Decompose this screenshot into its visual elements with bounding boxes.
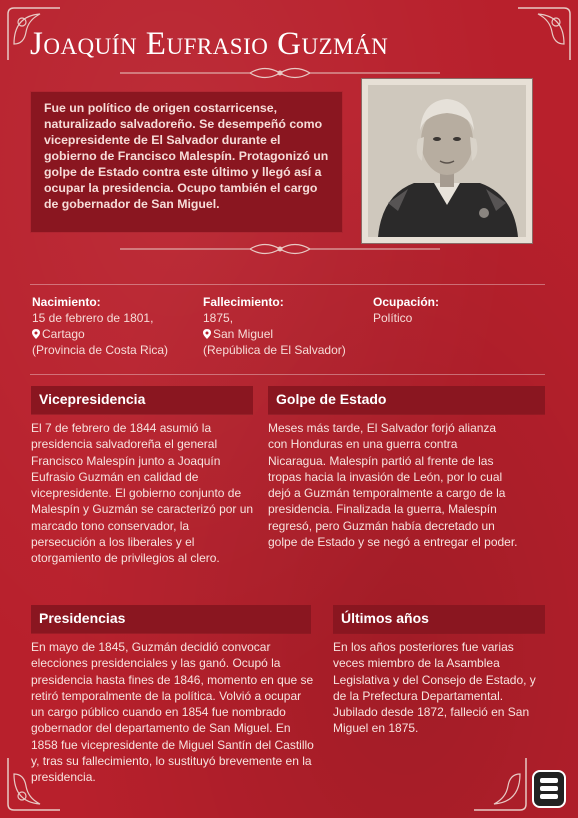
- death-info: [203, 294, 368, 358]
- page-title: Joaquín Eufrasio Guzmán: [30, 26, 389, 62]
- section-golpe-heading: [268, 386, 545, 414]
- location-pin-icon: [203, 329, 211, 339]
- section-vicepresidencia-heading: [31, 386, 253, 414]
- corner-ornament-bottom-right: [470, 754, 530, 814]
- occupation-info: [373, 294, 543, 326]
- biography-text: Fue un político de origen costarricense, naturalizado salvadoreño. Se desempeñó como vicepresidente de El Salvador durante el gobierno de Francisco Malespín. Protagonizó un golpe de Estado contra este último y llegó así a ocupar la presidencia. Ocupo también el cargo de gobernador de San Miguel.: [44, 101, 329, 211]
- birth-place: Cartago: [42, 327, 85, 341]
- section-presidencias-title: Presidencias: [39, 610, 126, 626]
- portrait-illustration: [368, 85, 526, 237]
- section-vicepresidencia-title: Vicepresidencia: [39, 391, 146, 407]
- section-golpe-body: Meses más tarde, El Salvador forjó alianza con Honduras en una guerra contra Nicaragua. Malespín partió al frente de las tropas hacia la invasión de León, por lo cual dejó a Guzmán temporalmente a cargo de la presidencia. Finalizada la guerra, Malespín regresó, pero Guzmán había decretado un golpe de Estado y se negó a entregar el poder.: [268, 421, 518, 550]
- section-vicepresidencia-body: El 7 de febrero de 1844 asumió la presidencia salvadoreña el general Francisco Malespín junto a Joaquín Eufrasio Guzmán en calidad de vicepresidente. El gobierno conjunto de Malespín y Guzmán se caracterizó por un marcado tono conservador, la persecución a los liberales y el otorgamiento de privilegios al clero.: [31, 421, 254, 566]
- occupation-label: Ocupación:: [373, 295, 440, 309]
- bio-flourish: [120, 240, 440, 258]
- section-presidencias-heading: [31, 605, 311, 633]
- birth-date: 15 de febrero de 1801,: [32, 311, 154, 325]
- section-presidencias-body: En mayo de 1845, Guzmán decidió convocar elecciones presidenciales y las ganó. Ocupó la presidencia hasta fines de 1846, momento en que se retiró temporalmente de la política. Volvió a ocupar un cargo público cuando en 1854 fue nombrado gobernador del departamento de San Miguel. En 1858 fue vicepresidente de Miguel Santín del Castillo y, tras su fallecimiento, lo sustituyó brevemente en la presidencia.: [31, 640, 314, 785]
- death-label: Fallecimiento:: [203, 295, 284, 309]
- divider-middle: [30, 374, 545, 375]
- portrait-frame: [361, 78, 533, 244]
- death-region: (República de El Salvador): [203, 343, 346, 357]
- location-pin-icon: [32, 329, 40, 339]
- death-place-row: [203, 326, 368, 342]
- section-ultimos-title: Últimos años: [341, 610, 429, 626]
- portrait-image: [368, 85, 526, 237]
- brand-logo-icon: [532, 770, 566, 808]
- section-ultimos-body: En los años posteriores fue varias veces miembro de la Asamblea Legislativa y del Consejo de Estado, y de la Prefectura Departamental. Jubilado desde 1872, falleció en San Miguel en 1875.: [333, 640, 536, 736]
- section-ultimos-heading: [333, 605, 545, 633]
- section-golpe-title: Golpe de Estado: [276, 391, 387, 407]
- divider-top: [30, 284, 545, 285]
- death-date: 1875,: [203, 311, 234, 325]
- biography-panel: [31, 92, 342, 232]
- death-place: San Miguel: [213, 327, 274, 341]
- birth-label: Nacimiento:: [32, 295, 101, 309]
- birth-place-row: [32, 326, 197, 342]
- brand-logo-glyph: [534, 772, 564, 806]
- birth-region: (Provincia de Costa Rica): [32, 343, 169, 357]
- birth-info: [32, 294, 197, 358]
- occupation-value: Político: [373, 311, 413, 325]
